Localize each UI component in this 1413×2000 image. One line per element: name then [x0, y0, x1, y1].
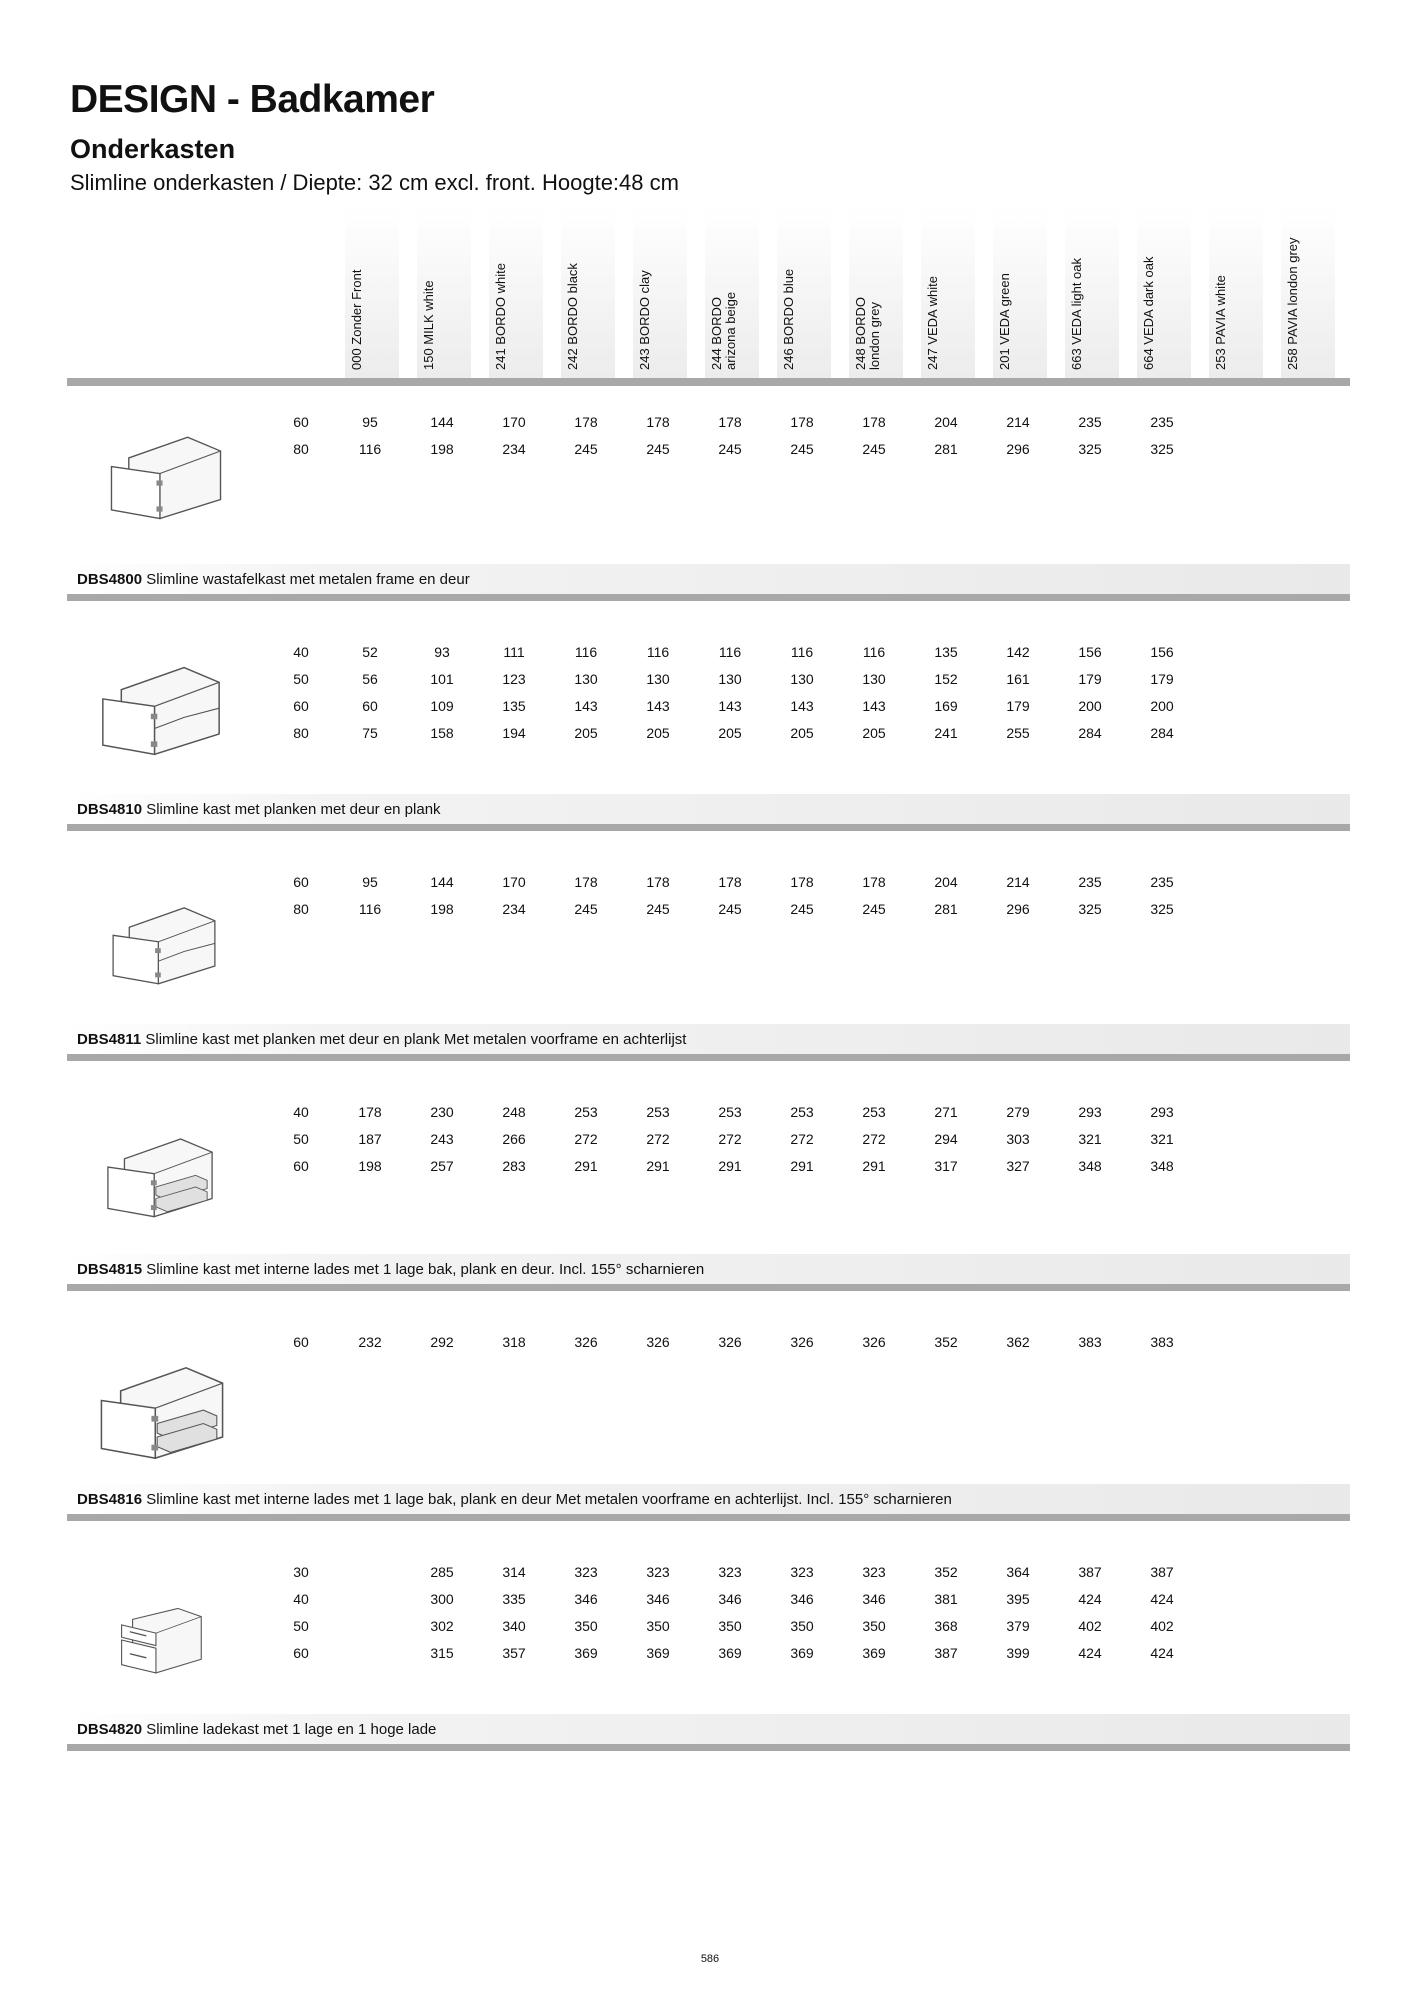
price-cell: 381 — [934, 1591, 958, 1607]
price-cell: 178 — [646, 414, 670, 430]
price-cell: 235 — [1078, 874, 1102, 890]
price-cell: 315 — [430, 1645, 454, 1661]
price-cell: 296 — [1006, 441, 1030, 457]
price-cell: 291 — [790, 1158, 814, 1174]
price-cell: 179 — [1150, 671, 1174, 687]
price-cell: 271 — [934, 1104, 958, 1120]
price-cell: 245 — [574, 441, 598, 457]
product-description: Slimline ladekast met 1 lage en 1 hoge lade — [146, 1721, 437, 1738]
price-cell: 116 — [790, 644, 814, 660]
price-cell: 144 — [430, 414, 454, 430]
price-cell: 300 — [430, 1591, 454, 1607]
product-description: Slimline kast met interne lades met 1 lage bak, plank en deur. Incl. 155° scharnieren — [146, 1261, 705, 1278]
price-cell: 364 — [1006, 1564, 1030, 1580]
price-cell: 424 — [1150, 1645, 1174, 1661]
section-description: Slimline onderkasten / Diepte: 32 cm excl. front. Hoogte:48 cm — [70, 170, 679, 195]
size-cell: 60 — [293, 698, 309, 714]
price-cell: 143 — [574, 698, 598, 714]
price-cell: 350 — [790, 1618, 814, 1634]
price-cell: 387 — [1150, 1564, 1174, 1580]
price-cell: 369 — [790, 1645, 814, 1661]
price-cell: 116 — [862, 644, 886, 660]
price-cell: 235 — [1150, 414, 1174, 430]
price-cell: 296 — [1006, 901, 1030, 917]
price-cell: 323 — [862, 1564, 886, 1580]
size-cell: 80 — [293, 441, 309, 457]
price-cell: 130 — [790, 671, 814, 687]
price-cell: 178 — [574, 874, 598, 890]
price-cell: 152 — [934, 671, 958, 687]
price-cell: 178 — [574, 414, 598, 430]
price-cell: 234 — [502, 901, 526, 917]
product-code: DBS4810 — [77, 801, 143, 818]
price-cell: 109 — [430, 698, 454, 714]
price-cell: 291 — [718, 1158, 742, 1174]
size-cell: 60 — [293, 874, 309, 890]
price-cell: 291 — [646, 1158, 670, 1174]
price-cell: 292 — [430, 1334, 454, 1350]
price-cell: 230 — [430, 1104, 454, 1120]
price-cell: 204 — [934, 874, 958, 890]
price-cell: 357 — [502, 1645, 526, 1661]
price-cell: 326 — [646, 1334, 670, 1350]
price-cell: 135 — [502, 698, 526, 714]
product-caption — [67, 1484, 1350, 1514]
price-cell: 369 — [718, 1645, 742, 1661]
price-cell: 178 — [646, 874, 670, 890]
price-cell: 362 — [1006, 1334, 1030, 1350]
cabinet-shelf-door-icon — [96, 662, 226, 763]
price-cell: 214 — [1006, 874, 1030, 890]
product-description: Slimline kast met interne lades met 1 lage bak, plank en deur Met metalen voorframe en achterlijst. Incl. 155° scharnieren — [146, 1491, 952, 1508]
price-cell: 169 — [934, 698, 958, 714]
price-cell: 346 — [790, 1591, 814, 1607]
price-cell: 272 — [646, 1131, 670, 1147]
price-cell: 325 — [1150, 901, 1174, 917]
cabinet-internal-drawer-icon — [98, 1134, 222, 1225]
price-cell: 285 — [430, 1564, 454, 1580]
price-cell: 245 — [574, 901, 598, 917]
price-cell: 187 — [358, 1131, 382, 1147]
price-cell: 281 — [934, 901, 958, 917]
column-header-label: 242 BORDO black — [565, 263, 580, 370]
price-cell: 143 — [790, 698, 814, 714]
cabinet-internal-drawer-frame-icon — [96, 1362, 228, 1467]
price-cell: 323 — [646, 1564, 670, 1580]
size-cell: 80 — [293, 725, 309, 741]
price-cell: 116 — [646, 644, 670, 660]
price-cell: 325 — [1078, 901, 1102, 917]
column-header-label: 253 PAVIA white — [1213, 275, 1228, 370]
size-cell: 80 — [293, 901, 309, 917]
price-cell: 253 — [574, 1104, 598, 1120]
section-subtitle: Onderkasten — [70, 134, 236, 164]
price-cell: 245 — [862, 441, 886, 457]
size-cell: 30 — [293, 1564, 309, 1580]
price-cell: 283 — [502, 1158, 526, 1174]
price-cell: 144 — [430, 874, 454, 890]
column-header-label: 241 BORDO white — [493, 263, 508, 370]
price-cell: 368 — [934, 1618, 958, 1634]
size-cell: 40 — [293, 644, 309, 660]
price-cell: 245 — [646, 441, 670, 457]
price-cell: 234 — [502, 441, 526, 457]
price-cell: 101 — [430, 671, 454, 687]
price-cell: 143 — [718, 698, 742, 714]
product-caption-text — [77, 571, 470, 588]
section-divider — [67, 1514, 1350, 1521]
column-header-label: 248 BORDO london grey — [853, 297, 882, 370]
price-cell: 272 — [574, 1131, 598, 1147]
price-cell: 281 — [934, 441, 958, 457]
price-cell: 348 — [1150, 1158, 1174, 1174]
price-cell: 178 — [790, 874, 814, 890]
price-cell: 245 — [646, 901, 670, 917]
size-cell: 60 — [293, 414, 309, 430]
product-code: DBS4820 — [77, 1721, 143, 1738]
header-divider — [67, 378, 1350, 386]
column-header-label: 150 MILK white — [421, 280, 436, 370]
price-cell: 116 — [358, 441, 382, 457]
price-cell: 291 — [862, 1158, 886, 1174]
price-cell: 253 — [646, 1104, 670, 1120]
price-cell: 205 — [862, 725, 886, 741]
price-cell: 130 — [862, 671, 886, 687]
price-cell: 395 — [1006, 1591, 1030, 1607]
price-cell: 340 — [502, 1618, 526, 1634]
price-cell: 135 — [934, 644, 958, 660]
price-cell: 241 — [934, 725, 958, 741]
column-header-label: 243 BORDO clay — [637, 270, 652, 370]
product-caption-text — [77, 801, 441, 818]
price-cell: 302 — [430, 1618, 454, 1634]
price-cell: 194 — [502, 725, 526, 741]
price-cell: 198 — [358, 1158, 382, 1174]
product-caption-text — [77, 1261, 704, 1278]
price-cell: 350 — [718, 1618, 742, 1634]
price-cell: 56 — [362, 671, 378, 687]
price-cell: 142 — [1006, 644, 1030, 660]
price-cell: 346 — [718, 1591, 742, 1607]
product-caption — [67, 1254, 1350, 1284]
price-cell: 245 — [790, 901, 814, 917]
size-cell: 50 — [293, 1131, 309, 1147]
price-cell: 156 — [1150, 644, 1174, 660]
price-cell: 346 — [862, 1591, 886, 1607]
price-cell: 257 — [430, 1158, 454, 1174]
price-cell: 327 — [1006, 1158, 1030, 1174]
section-divider — [67, 1744, 1350, 1751]
price-cell: 383 — [1150, 1334, 1174, 1350]
price-cell: 245 — [790, 441, 814, 457]
price-cell: 245 — [718, 441, 742, 457]
section-divider — [67, 594, 1350, 601]
price-cell: 326 — [574, 1334, 598, 1350]
price-cell: 116 — [574, 644, 598, 660]
price-cell: 348 — [1078, 1158, 1102, 1174]
price-cell: 116 — [718, 644, 742, 660]
price-cell: 170 — [502, 414, 526, 430]
product-caption — [67, 1714, 1350, 1744]
price-cell: 198 — [430, 901, 454, 917]
price-cell: 178 — [718, 874, 742, 890]
price-cell: 266 — [502, 1131, 526, 1147]
product-description: Slimline kast met planken met deur en plank — [146, 801, 441, 818]
price-cell: 178 — [790, 414, 814, 430]
price-cell: 318 — [502, 1334, 526, 1350]
price-cell: 272 — [718, 1131, 742, 1147]
price-cell: 158 — [430, 725, 454, 741]
price-cell: 200 — [1078, 698, 1102, 714]
price-cell: 323 — [790, 1564, 814, 1580]
price-cell: 178 — [358, 1104, 382, 1120]
size-cell: 60 — [293, 1158, 309, 1174]
price-cell: 93 — [434, 644, 450, 660]
price-cell: 346 — [646, 1591, 670, 1607]
price-cell: 272 — [862, 1131, 886, 1147]
product-code: DBS4800 — [77, 571, 143, 588]
product-caption — [67, 564, 1350, 594]
price-cell: 402 — [1150, 1618, 1174, 1634]
price-cell: 350 — [574, 1618, 598, 1634]
price-cell: 178 — [862, 414, 886, 430]
price-cell: 198 — [430, 441, 454, 457]
price-cell: 383 — [1078, 1334, 1102, 1350]
price-cell: 293 — [1078, 1104, 1102, 1120]
price-cell: 245 — [862, 901, 886, 917]
price-cell: 369 — [862, 1645, 886, 1661]
price-cell: 346 — [574, 1591, 598, 1607]
price-cell: 204 — [934, 414, 958, 430]
size-cell: 60 — [293, 1645, 309, 1661]
price-cell: 170 — [502, 874, 526, 890]
price-cell: 179 — [1078, 671, 1102, 687]
price-cell: 130 — [718, 671, 742, 687]
price-cell: 335 — [502, 1591, 526, 1607]
price-cell: 205 — [790, 725, 814, 741]
price-cell: 284 — [1078, 725, 1102, 741]
price-cell: 156 — [1078, 644, 1102, 660]
price-cell: 323 — [718, 1564, 742, 1580]
price-cell: 323 — [574, 1564, 598, 1580]
price-cell: 116 — [358, 901, 382, 917]
price-cell: 424 — [1078, 1591, 1102, 1607]
price-cell: 350 — [862, 1618, 886, 1634]
price-cell: 294 — [934, 1131, 958, 1147]
price-cell: 111 — [503, 644, 525, 660]
price-cell: 379 — [1006, 1618, 1030, 1634]
product-description: Slimline wastafelkast met metalen frame en deur — [146, 571, 470, 588]
size-cell: 40 — [293, 1591, 309, 1607]
price-cell: 387 — [1078, 1564, 1102, 1580]
price-cell: 317 — [934, 1158, 958, 1174]
price-cell: 60 — [362, 698, 378, 714]
product-caption-text — [77, 1721, 436, 1738]
size-cell: 60 — [293, 1334, 309, 1350]
page-number: 586 — [700, 1953, 720, 1965]
product-description: Slimline kast met planken met deur en plank Met metalen voorframe en achterlijst — [145, 1031, 687, 1048]
price-cell: 399 — [1006, 1645, 1030, 1661]
price-cell: 314 — [502, 1564, 526, 1580]
price-cell: 303 — [1006, 1131, 1030, 1147]
price-cell: 284 — [1150, 725, 1174, 741]
price-cell: 424 — [1078, 1645, 1102, 1661]
price-cell: 123 — [502, 671, 526, 687]
product-caption — [67, 1024, 1350, 1054]
column-header-label: 201 VEDA green — [997, 273, 1012, 370]
price-cell: 235 — [1150, 874, 1174, 890]
page-title: DESIGN - Badkamer — [70, 78, 435, 121]
price-cell: 352 — [934, 1334, 958, 1350]
column-header-label: 246 BORDO blue — [781, 268, 796, 370]
price-cell: 402 — [1078, 1618, 1102, 1634]
section-divider — [67, 1054, 1350, 1061]
price-cell: 243 — [430, 1131, 454, 1147]
price-cell: 326 — [862, 1334, 886, 1350]
column-header-label: 664 VEDA dark oak — [1141, 256, 1156, 370]
price-cell: 253 — [862, 1104, 886, 1120]
product-caption — [67, 794, 1350, 824]
price-cell: 253 — [790, 1104, 814, 1120]
price-cell: 272 — [790, 1131, 814, 1147]
price-cell: 321 — [1150, 1131, 1174, 1147]
product-code: DBS4816 — [77, 1491, 143, 1508]
price-cell: 205 — [718, 725, 742, 741]
price-cell: 279 — [1006, 1104, 1030, 1120]
size-cell: 40 — [293, 1104, 309, 1120]
price-cell: 75 — [362, 725, 378, 741]
price-cell: 291 — [574, 1158, 598, 1174]
cabinet-frame-door-icon — [96, 432, 236, 527]
price-cell: 143 — [862, 698, 886, 714]
size-cell: 50 — [293, 671, 309, 687]
section-divider — [67, 824, 1350, 831]
price-cell: 232 — [358, 1334, 382, 1350]
price-cell: 178 — [718, 414, 742, 430]
price-cell: 352 — [934, 1564, 958, 1580]
price-cell: 424 — [1150, 1591, 1174, 1607]
price-cell: 143 — [646, 698, 670, 714]
price-cell: 95 — [362, 414, 378, 430]
product-code: DBS4815 — [77, 1261, 143, 1278]
price-cell: 321 — [1078, 1131, 1102, 1147]
column-header-label: 244 BORDO arizona beige — [709, 291, 738, 370]
price-cell: 235 — [1078, 414, 1102, 430]
price-cell: 326 — [790, 1334, 814, 1350]
product-caption-text — [77, 1031, 686, 1048]
price-cell: 52 — [362, 644, 378, 660]
price-cell: 214 — [1006, 414, 1030, 430]
section-divider — [67, 1284, 1350, 1291]
price-cell: 387 — [934, 1645, 958, 1661]
column-header-label: 258 PAVIA london grey — [1285, 237, 1300, 370]
price-cell: 200 — [1150, 698, 1174, 714]
product-caption-text — [77, 1491, 952, 1508]
price-cell: 369 — [574, 1645, 598, 1661]
size-cell: 50 — [293, 1618, 309, 1634]
column-header-label: 000 Zonder Front — [349, 269, 364, 370]
price-cell: 205 — [646, 725, 670, 741]
price-cell: 253 — [718, 1104, 742, 1120]
price-cell: 326 — [718, 1334, 742, 1350]
price-cell: 205 — [574, 725, 598, 741]
price-cell: 179 — [1006, 698, 1030, 714]
price-cell: 95 — [362, 874, 378, 890]
price-cell: 130 — [646, 671, 670, 687]
price-cell: 248 — [502, 1104, 526, 1120]
price-cell: 161 — [1006, 671, 1030, 687]
column-header-label: 247 VEDA white — [925, 276, 940, 370]
drawer-cabinet-icon — [112, 1590, 204, 1695]
price-cell: 245 — [718, 901, 742, 917]
column-header-label: 663 VEDA light oak — [1069, 257, 1084, 370]
product-code: DBS4811 — [77, 1031, 142, 1048]
price-cell: 178 — [862, 874, 886, 890]
price-cell: 293 — [1150, 1104, 1174, 1120]
price-cell: 130 — [574, 671, 598, 687]
cabinet-shelf-frame-icon — [108, 903, 220, 992]
price-cell: 325 — [1150, 441, 1174, 457]
price-cell: 255 — [1006, 725, 1030, 741]
price-cell: 369 — [646, 1645, 670, 1661]
price-cell: 350 — [646, 1618, 670, 1634]
price-cell: 325 — [1078, 441, 1102, 457]
